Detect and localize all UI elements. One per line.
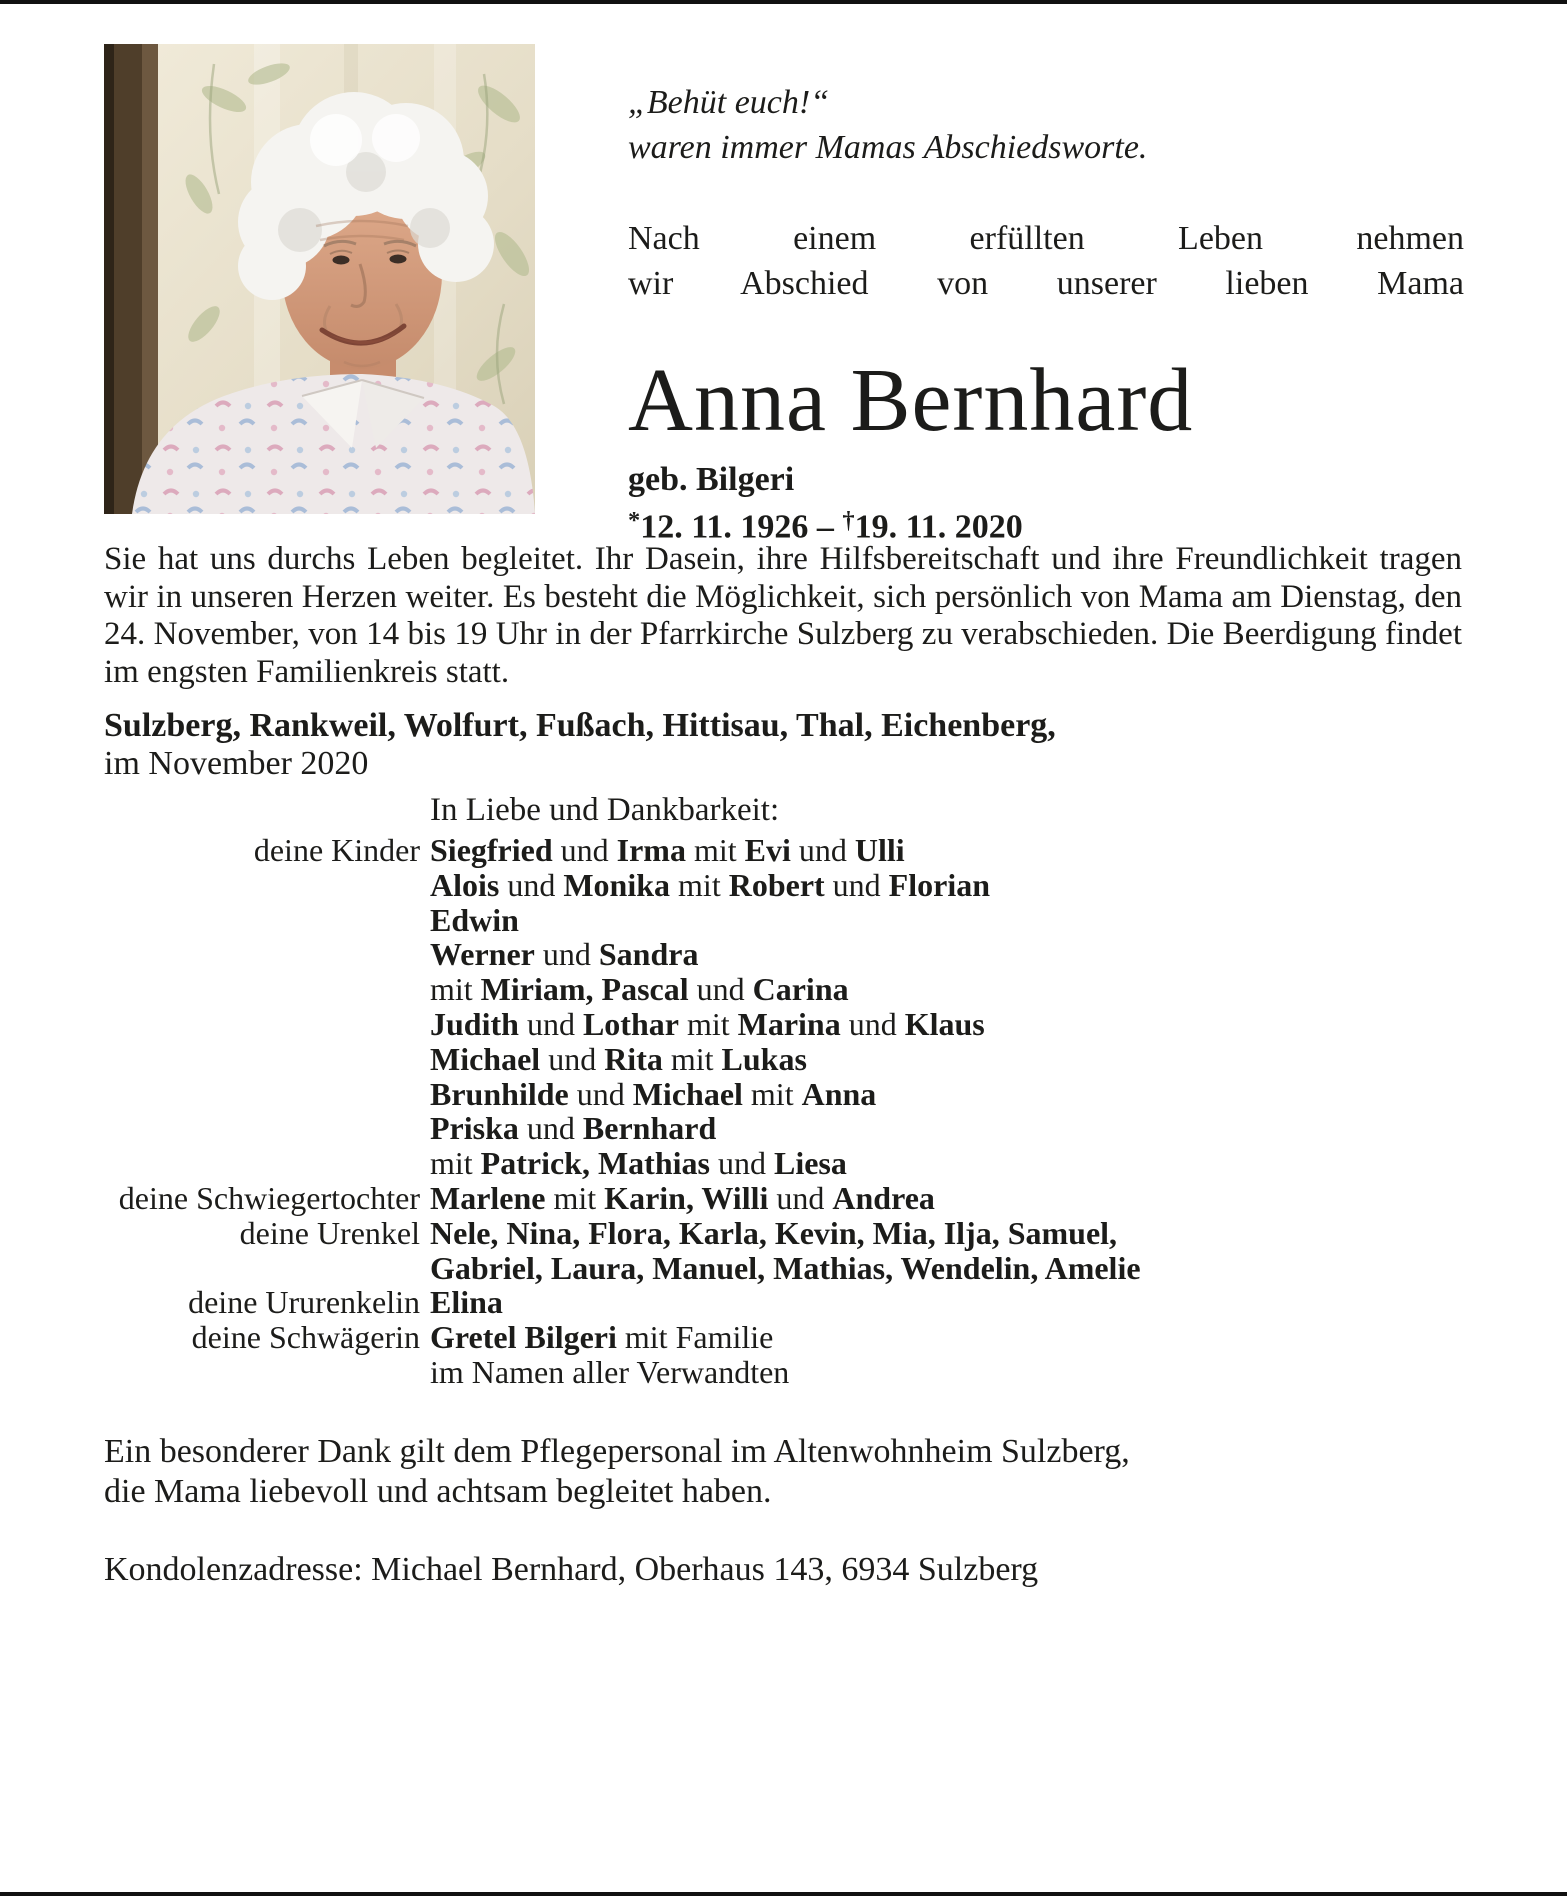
thanks-paragraph bbox=[104, 1432, 1463, 1512]
family-relation-label: deine Ururenkelin bbox=[188, 1284, 420, 1321]
family-list bbox=[84, 833, 1462, 1390]
family-names-line: Elina bbox=[430, 1284, 503, 1321]
family-names-line: Siegfried und Irma mit Evi und Ulli bbox=[430, 832, 905, 868]
family-relation-label bbox=[84, 1077, 420, 1112]
intro-text bbox=[628, 216, 1464, 306]
family-names-line: Marlene mit Karin, Willi und Andrea bbox=[430, 1179, 935, 1216]
family-names-line: Priska und Bernhard bbox=[430, 1110, 717, 1147]
places-line: Sulzberg, Rankweil, Wolfurt, Fußach, Hittisau, Thal, Eichenberg, bbox=[104, 707, 1056, 744]
family-names-line: Michael und Rita mit Lukas bbox=[430, 1040, 807, 1077]
death-date: 19. 11. 2020 bbox=[854, 508, 1023, 546]
family-relation-label bbox=[84, 1007, 420, 1042]
family-relation-label bbox=[84, 972, 420, 1007]
deceased-name: Anna Bernhard bbox=[628, 351, 1194, 450]
family-relation-label bbox=[84, 868, 420, 903]
family-relation-label bbox=[84, 1355, 420, 1390]
family-relation-label bbox=[84, 1111, 420, 1146]
thanks-line-2: die Mama liebevoll und achtsam begleitet haben. bbox=[104, 1472, 772, 1510]
intro-line-2: wir Abschied von unserer lieben Mama bbox=[628, 265, 1464, 302]
family-relation-label bbox=[84, 903, 420, 938]
date-separator: – bbox=[816, 508, 834, 546]
portrait-photo bbox=[104, 44, 535, 514]
family-names-line: im Namen aller Verwandten bbox=[430, 1353, 790, 1390]
family-relation-label bbox=[84, 1251, 420, 1286]
intro-line-1: Nach einem erfüllten Leben nehmen bbox=[628, 220, 1464, 257]
family-relation-label: deine Kinder bbox=[253, 832, 420, 868]
month-year-line: im November 2020 bbox=[104, 745, 369, 782]
family-relation-label bbox=[84, 1146, 420, 1181]
portrait-photo-illustration bbox=[104, 44, 535, 514]
header-block bbox=[628, 80, 1464, 548]
family-names-line: Alois und Monika mit Robert und Florian bbox=[430, 866, 990, 903]
family-names-line: Brunhilde und Michael mit Anna bbox=[430, 1075, 877, 1112]
family-relation-label bbox=[84, 937, 420, 972]
quote-line-2: waren immer Mamas Abschiedsworte. bbox=[628, 129, 1148, 166]
maiden-name: geb. Bilgeri bbox=[628, 461, 795, 498]
family-names-line: Nele, Nina, Flora, Karla, Kevin, Mia, Ilja, Samuel, bbox=[430, 1214, 1118, 1251]
family-names-line: Gretel Bilgeri mit Familie bbox=[430, 1319, 774, 1356]
family-relation-label: deine Schwiegertochter bbox=[118, 1179, 420, 1216]
family-names-line: Werner und Sandra bbox=[430, 936, 699, 973]
family-relation-label bbox=[84, 1042, 420, 1077]
family-relation-label: deine Schwägerin bbox=[191, 1319, 420, 1356]
birth-symbol: * bbox=[628, 507, 641, 534]
quote-line-1: „Behüt euch!“ bbox=[628, 84, 830, 121]
birth-date: 12. 11. 1926 bbox=[640, 508, 809, 546]
family-relation-label: deine Urenkel bbox=[239, 1214, 420, 1251]
life-dates bbox=[628, 500, 1464, 548]
condolence-address-line: Kondolenzadresse: Michael Bernhard, Oberhaus 143, 6934 Sulzberg bbox=[104, 1550, 1039, 1588]
death-symbol: † bbox=[842, 507, 855, 534]
thanks-line-1: Ein besonderer Dank gilt dem Pflegepersonal im Altenwohnheim Sulzberg, bbox=[104, 1432, 1130, 1470]
family-names-line: mit Patrick, Mathias und Liesa bbox=[430, 1145, 847, 1182]
obituary-paragraph: Sie hat uns durchs Leben begleitet. Ihr Dasein, ihre Hilfsbereitschaft und ihre Freundlichkeit tragen wir in unseren Herzen weiter. Es besteht die Möglichkeit, sich persönlich von Mama am Dienstag, den 24. November, von 14 bis 19 Uhr in der Pfarrkirche Sulzberg zu verabschieden. Die Beerdigung findet im engsten Familienkreis statt. bbox=[104, 541, 1462, 690]
family-names-line: mit Miriam, Pascal und Carina bbox=[430, 971, 849, 1008]
farewell-quote bbox=[628, 80, 1464, 170]
family-names-line: Judith und Lothar mit Marina und Klaus bbox=[430, 1005, 985, 1042]
family-names-line: Gabriel, Laura, Manuel, Mathias, Wendelin, Amelie bbox=[430, 1249, 1141, 1286]
family-names-line: Edwin bbox=[430, 901, 519, 938]
family-heading: In Liebe und Dankbarkeit: bbox=[430, 792, 780, 828]
